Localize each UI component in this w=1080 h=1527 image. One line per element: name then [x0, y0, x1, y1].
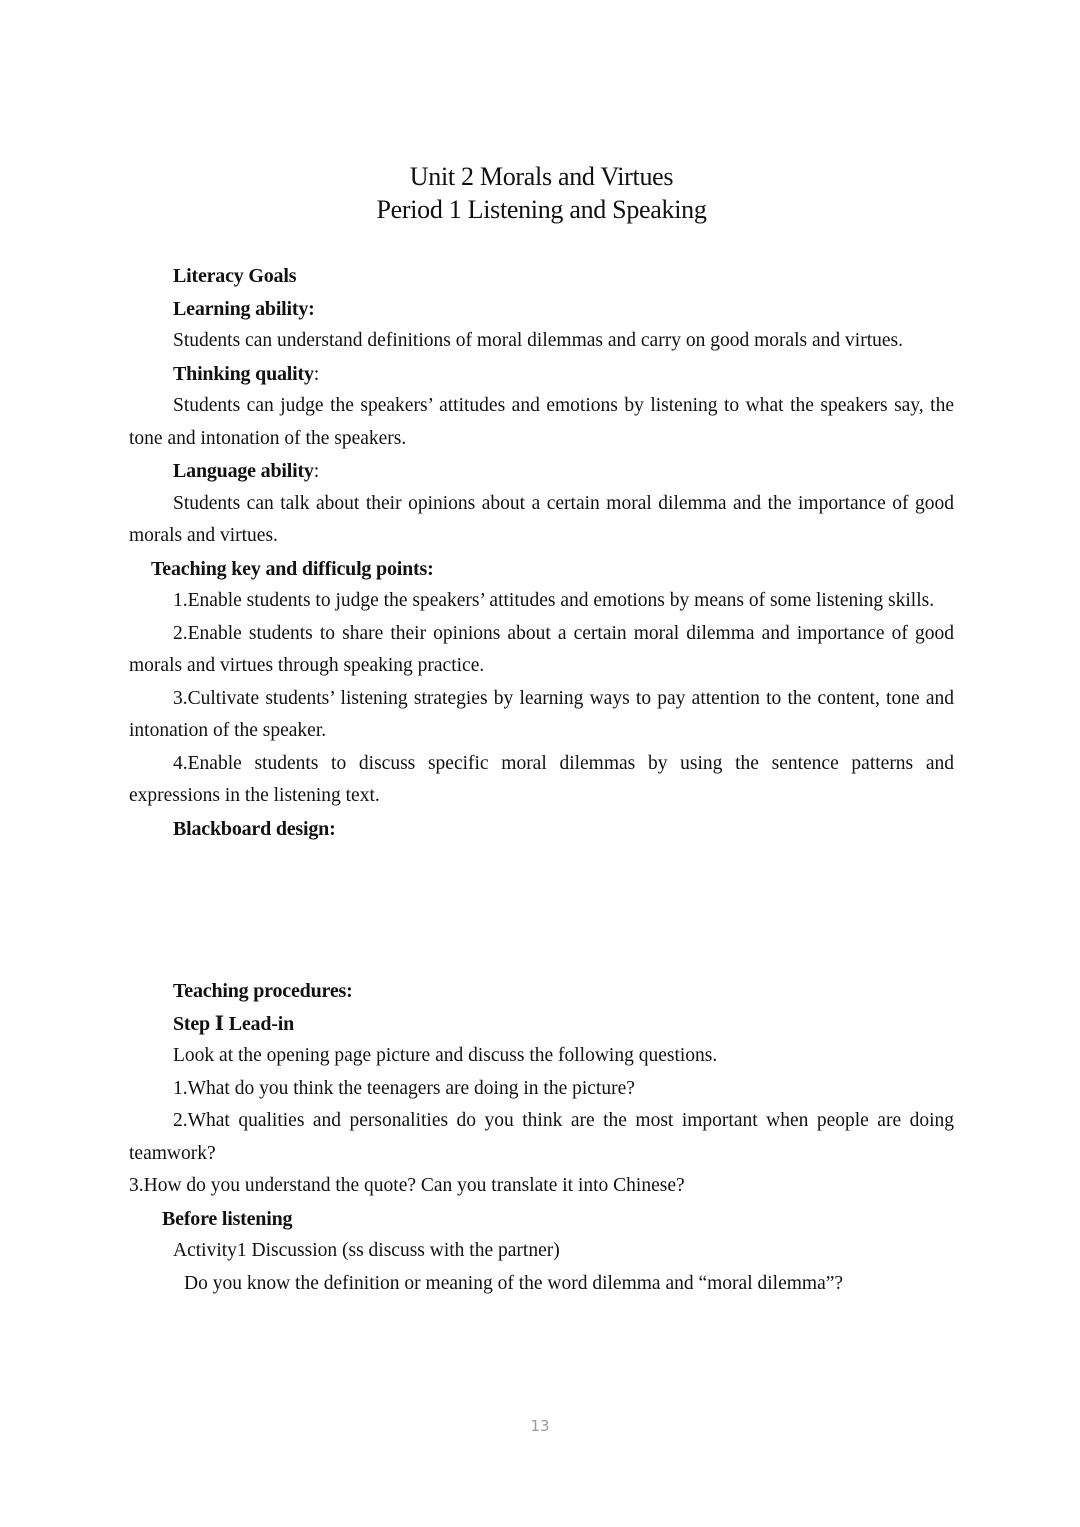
language-ability-heading: Language ability: [173, 460, 320, 482]
activity-1: Activity1 Discussion (ss discuss with the partner) [173, 1240, 560, 1261]
key-point: 2.Enable students to share their opinions about a certain moral dilemma and importance of good morals and virtues through speaking practice. [129, 622, 954, 676]
step1-heading: Step Ⅰ Lead-in [173, 1012, 295, 1035]
question-3: 3.How do you understand the quote? Can you translate it into Chinese? [129, 1175, 685, 1196]
page-number: 13 [530, 1417, 550, 1435]
document-body [129, 260, 954, 1300]
activity-1-question: Do you know the definition or meaning of the word dilemma and “moral dilemma”? [184, 1272, 844, 1294]
unit-title: Unit 2 Morals and Virtues [409, 162, 674, 191]
key-point: 1.Enable students to judge the speakers’ attitudes and emotions by means of some listening skills. [173, 590, 935, 611]
leadin-intro: Look at the opening page picture and discuss the following questions. [173, 1045, 718, 1066]
before-listening-heading: Before listening [162, 1207, 293, 1230]
language-ability-text: Students can talk about their opinions about a certain moral dilemma and the importance of good morals and virtues. [129, 492, 954, 546]
blackboard-space [129, 845, 954, 975]
thinking-quality-text: Students can judge the speakers’ attitudes and emotions by listening to what the speakers say, the tone and intonation of the speakers. [129, 395, 954, 449]
learning-ability-heading: Learning ability: [173, 297, 315, 320]
teaching-procedures-heading: Teaching procedures: [173, 980, 353, 1002]
key-points-heading: Teaching key and difficulg points: [151, 557, 434, 580]
question-1: 1.What do you think the teenagers are doing in the picture? [173, 1077, 635, 1099]
thinking-quality-heading: Thinking quality: [173, 362, 320, 385]
blackboard-design-heading: Blackboard design: [173, 817, 336, 840]
literacy-goals-heading: Literacy Goals [173, 265, 297, 287]
learning-ability-text: Students can understand definitions of moral dilemmas and carry on good morals and virtues. [173, 330, 904, 351]
document-page [129, 0, 954, 1527]
key-point: 3.Cultivate students’ listening strategies by learning ways to pay attention to the content, tone and intonation of the speaker. [129, 687, 954, 741]
key-point: 4.Enable students to discuss specific moral dilemmas by using the sentence patterns and expressions in the listening text. [129, 752, 954, 806]
question-2: 2.What qualities and personalities do you think are the most important when people are doing teamwork? [129, 1110, 954, 1164]
period-title: Period 1 Listening and Speaking [376, 195, 707, 224]
